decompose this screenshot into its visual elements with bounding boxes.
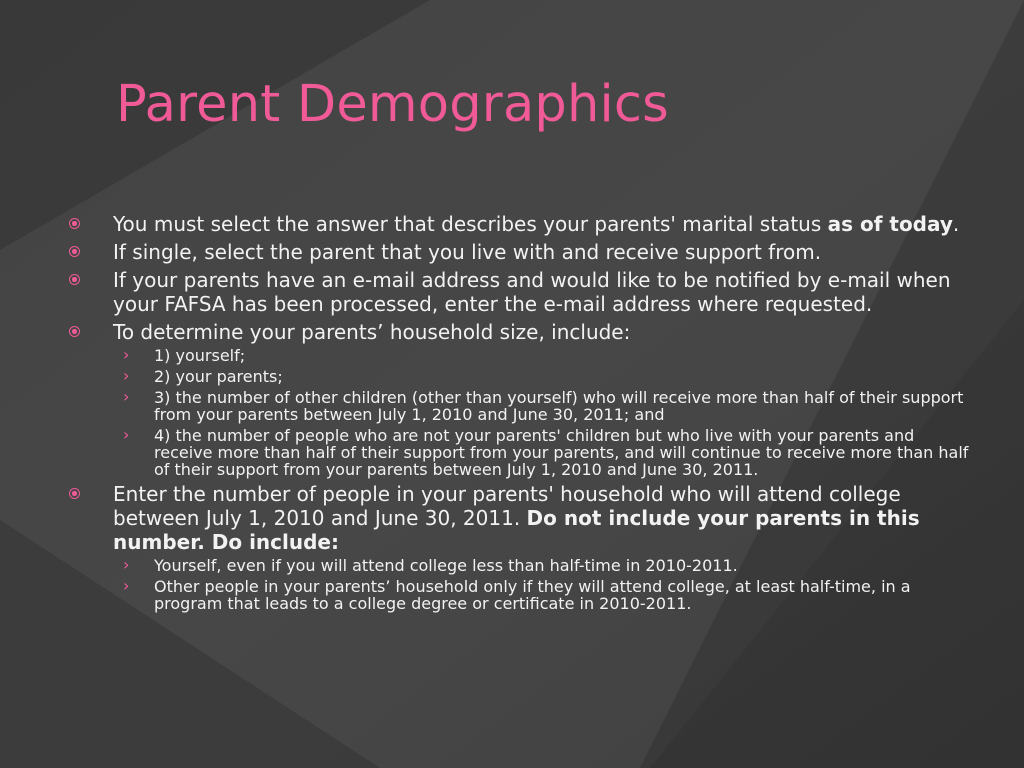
bullet-item: [69, 268, 969, 316]
sub-bullet-list: [113, 347, 969, 478]
bullet-marker-icon: [69, 488, 80, 499]
bullet-text: You must select the answer that describes your parents' marital status: [113, 212, 828, 236]
chevron-right-icon: ›: [123, 387, 130, 406]
bullet-text: Enter the number of people in your parents' household who will attend college between July 1, 2010 and June 30, 2011.: [113, 482, 901, 530]
chevron-right-icon: ›: [123, 366, 130, 385]
sub-bullet-text: 4) the number of people who are not your parents' children but who live with your parents and receive more than half of their support from your parents, and will continue to receive more than half of their support from your parents between July 1, 2010 and June 30, 2011.: [154, 426, 969, 479]
chevron-right-icon: ›: [123, 576, 130, 595]
sub-bullet-item: [113, 578, 969, 612]
bullet-marker-icon: [69, 274, 80, 285]
sub-bullet-text: Other people in your parents’ household only if they will attend college, at least half-time, in a program that leads to a college degree or certificate in 2010-2011.: [154, 577, 911, 613]
sub-bullet-list: [113, 557, 969, 612]
sub-bullet-text: 1) yourself;: [154, 346, 246, 365]
bullet-item: [69, 212, 969, 236]
chevron-right-icon: ›: [123, 555, 130, 574]
sub-bullet-text: Yourself, even if you will attend college less than half-time in 2010-2011.: [154, 556, 738, 575]
sub-bullet-item: [113, 427, 969, 478]
bullet-emphasis: Do not include your parents in this number. Do include:: [113, 506, 920, 554]
bullet-marker-icon: [69, 326, 80, 337]
bullet-text: If single, select the parent that you live with and receive support from.: [113, 240, 822, 264]
sub-bullet-text: 2) your parents;: [154, 367, 283, 386]
bullet-item: [69, 320, 969, 478]
sub-bullet-text: 3) the number of other children (other than yourself) who will receive more than half of their support from your parents between July 1, 2010 and June 30, 2011; and: [154, 388, 964, 424]
bullet-marker-icon: [69, 218, 80, 229]
slide-body: [69, 212, 969, 616]
bullet-text: To determine your parents’ household size, include:: [113, 320, 631, 344]
slide-title: Parent Demographics: [116, 75, 669, 134]
sub-bullet-item: [113, 347, 969, 364]
bullet-emphasis: as of today: [827, 212, 953, 236]
bullet-item: [69, 482, 969, 612]
bullet-list: [69, 212, 969, 612]
sub-bullet-item: [113, 557, 969, 574]
bullet-marker-icon: [69, 246, 80, 257]
bullet-text-tail: .: [952, 212, 960, 236]
sub-bullet-item: [113, 368, 969, 385]
sub-bullet-item: [113, 389, 969, 423]
bullet-text: If your parents have an e-mail address and would like to be notified by e-mail when your FAFSA has been processed, enter the e-mail address where requested.: [113, 268, 951, 316]
chevron-right-icon: ›: [123, 425, 130, 444]
bullet-item: [69, 240, 969, 264]
chevron-right-icon: ›: [123, 345, 130, 364]
